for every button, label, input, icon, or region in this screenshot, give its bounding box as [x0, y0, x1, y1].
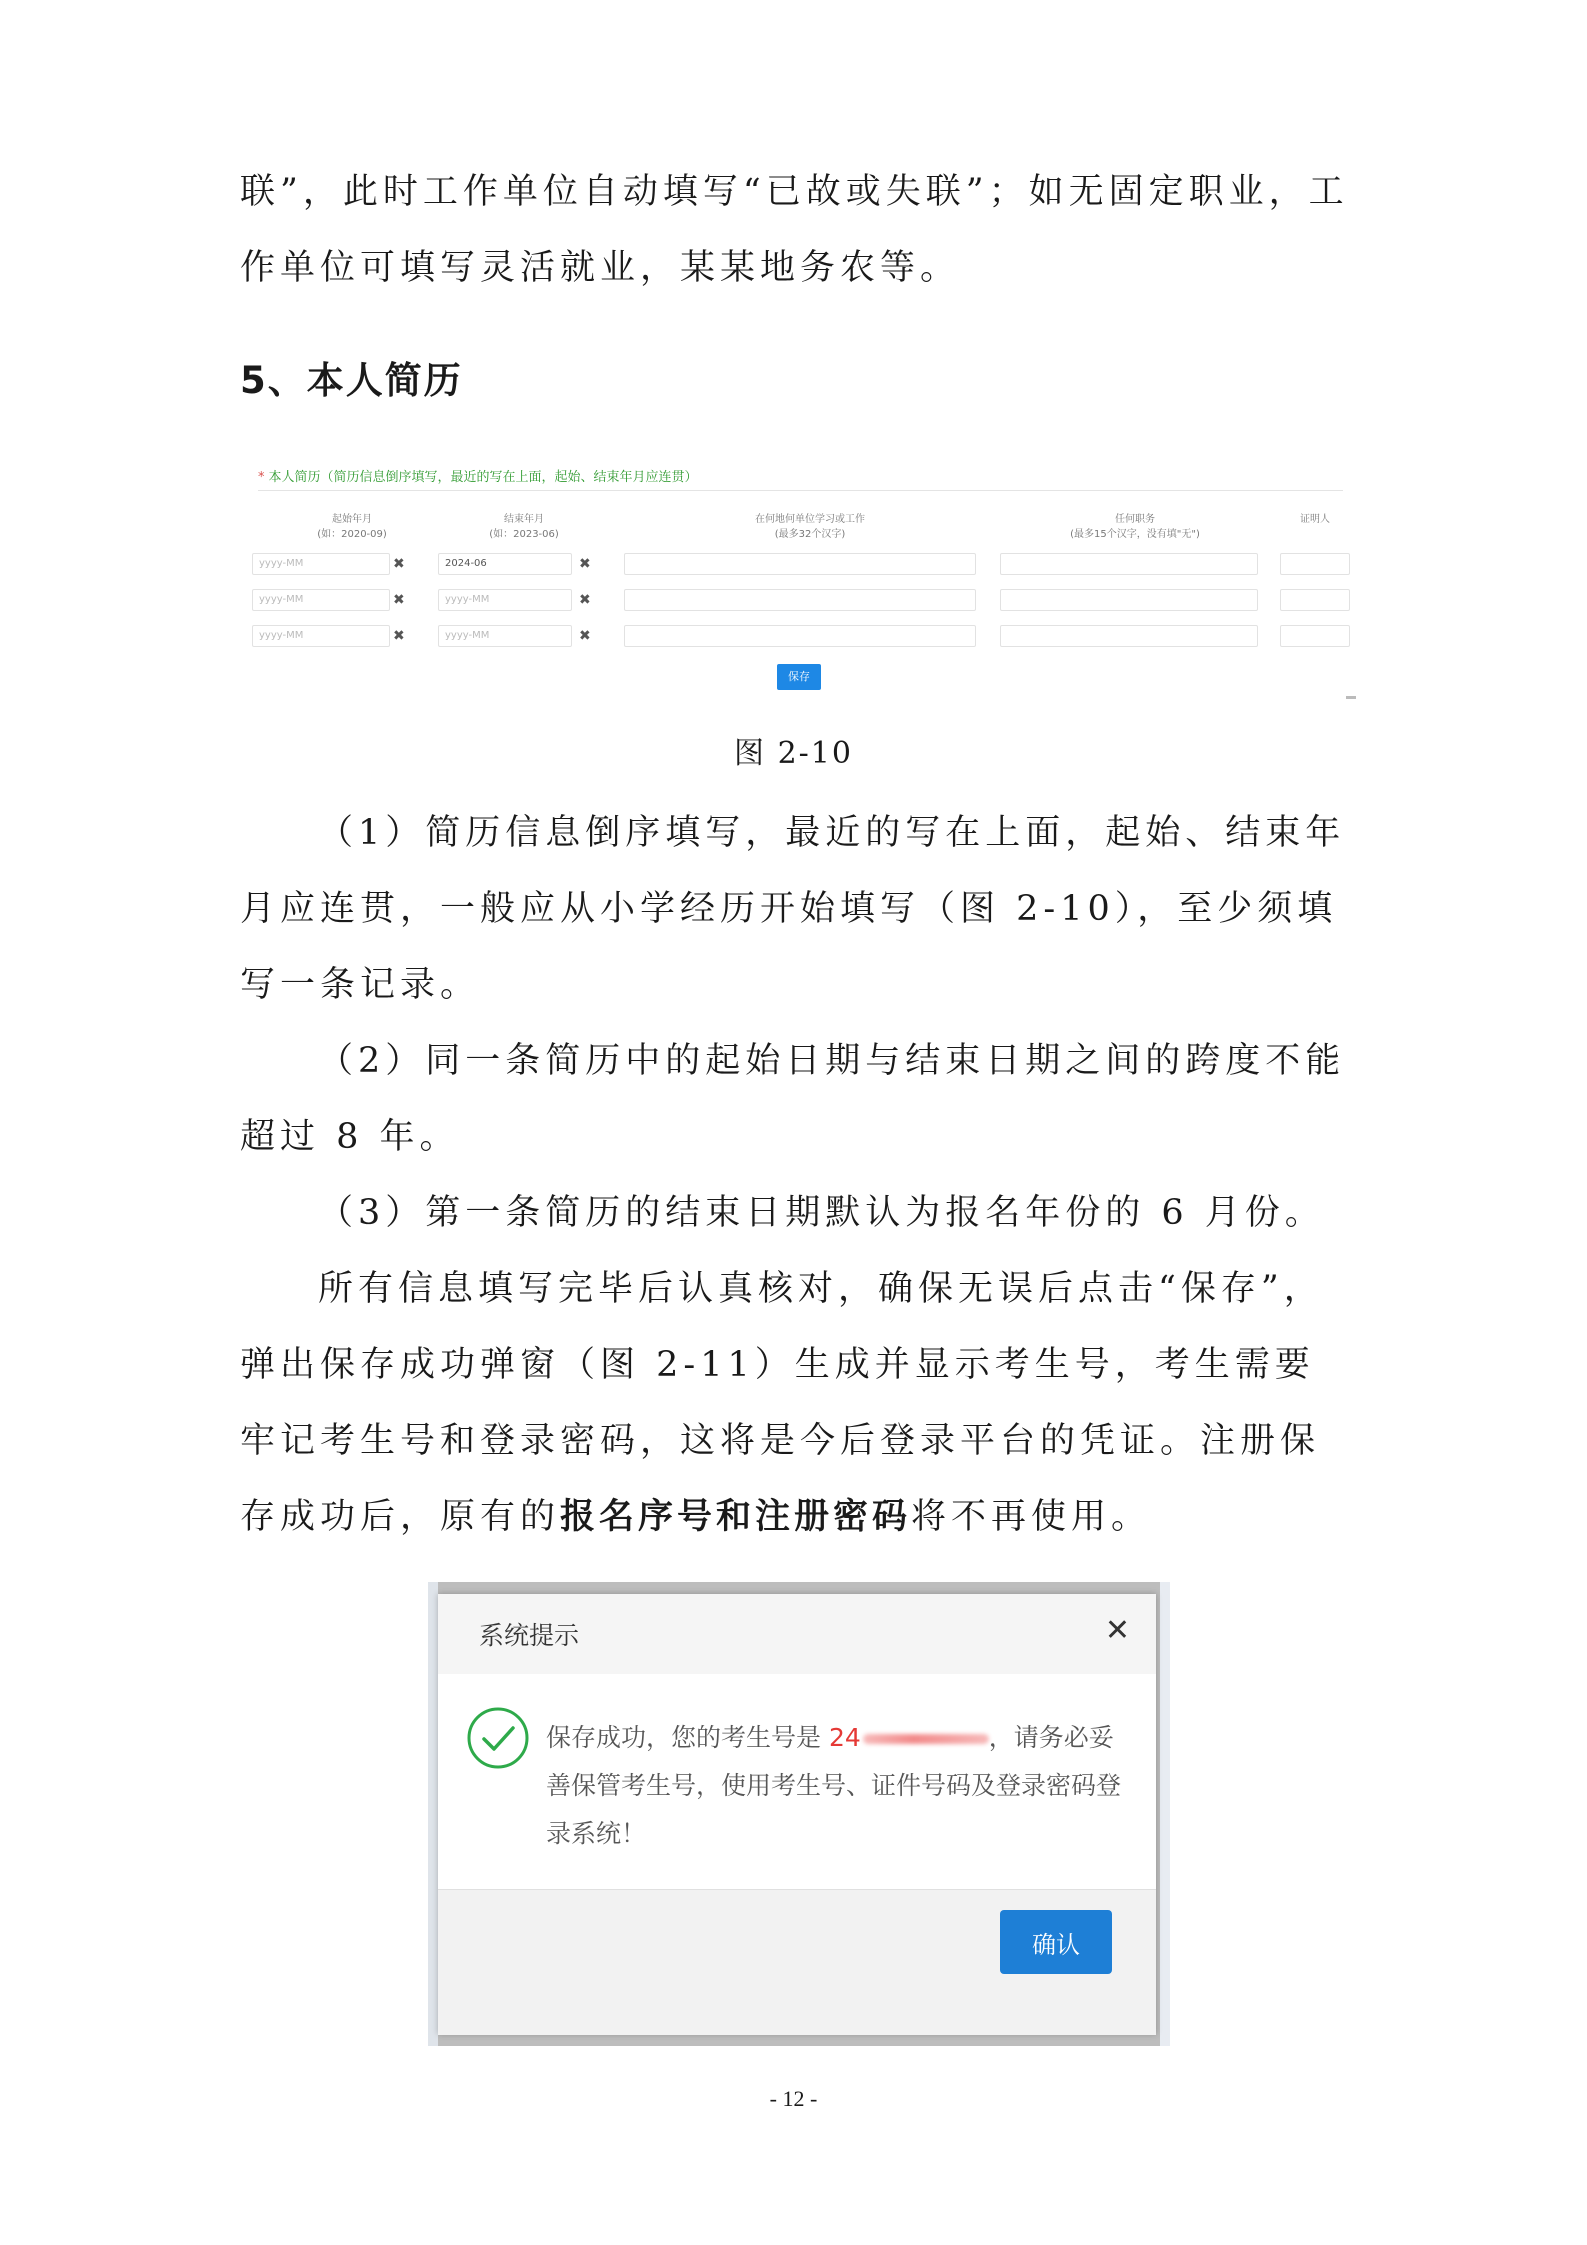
- close-icon[interactable]: ✕: [1104, 1614, 1130, 1647]
- col-place-hint: (最多32个汉字): [774, 529, 846, 540]
- col-header-end: [464, 512, 584, 542]
- end-date-input[interactable]: yyyy-MM: [438, 625, 572, 647]
- required-star: *: [258, 470, 265, 485]
- paragraph-work-unit: 联”，此时工作单位自动填写“已故或失联”；如无固定职业，工作单位可填写灵活就业，某某地务农等。: [240, 172, 1349, 288]
- clear-end-icon[interactable]: ✖: [579, 628, 591, 644]
- clear-end-icon[interactable]: ✖: [579, 556, 591, 572]
- end-date-input[interactable]: 2024-06: [438, 553, 572, 575]
- dialog-title: 系统提示: [479, 1621, 580, 1650]
- message-prefix: 保存成功，您的考生号是: [546, 1723, 829, 1752]
- paragraph-rule-3: （3）第一条简历的结束日期默认为报名年份的 6 月份。: [318, 1193, 1325, 1233]
- col-end-hint: (如：2023-06): [489, 529, 559, 540]
- col-header-start: [292, 512, 412, 542]
- form-title: [258, 466, 698, 485]
- dialog-header: [438, 1594, 1156, 1674]
- dialog-message: [546, 1714, 1126, 1858]
- success-check-icon: [466, 1706, 530, 1770]
- clear-start-icon[interactable]: ✖: [393, 628, 405, 644]
- col-position-label: 任何职务: [1115, 514, 1155, 525]
- col-end-label: 结束年月: [504, 514, 544, 525]
- witness-input[interactable]: [1280, 625, 1350, 647]
- blurred-number: [863, 1734, 989, 1744]
- dialog-footer: [438, 1889, 1156, 2035]
- page-number: - 12 -: [769, 2086, 818, 2111]
- place-input[interactable]: [624, 625, 976, 647]
- scroll-handle[interactable]: [1346, 696, 1356, 699]
- section-heading-resume: 5、本人简历: [240, 359, 463, 402]
- candidate-number: 24: [828, 1723, 861, 1752]
- place-input[interactable]: [624, 553, 976, 575]
- paragraph-final: [240, 1251, 1350, 1555]
- witness-input[interactable]: [1280, 589, 1350, 611]
- background-strip: [428, 1582, 438, 2046]
- background-strip: [1160, 1582, 1170, 2046]
- dialog-body: [438, 1674, 1156, 1889]
- final-text: 所有信息填写完毕后认真核对，确保无误后点击“保存”，弹出保存成功弹窗（图 2-11）生成并显示考生号，考生需要牢记考生号和登录密码，这将是今后登录平台的凭证。注册保存成功后，原有的: [240, 1269, 1324, 1537]
- position-input[interactable]: [1000, 589, 1258, 611]
- final-bold-text: 报名序号和注册密码: [560, 1497, 912, 1537]
- col-witness-label: 证明人: [1300, 514, 1330, 525]
- clear-end-icon[interactable]: ✖: [579, 592, 591, 608]
- success-dialog-figure: [428, 1582, 1170, 2046]
- col-position-hint: (最多15个汉字，没有填"无"): [1070, 529, 1200, 540]
- col-start-label: 起始年月: [332, 514, 372, 525]
- end-date-input[interactable]: yyyy-MM: [438, 589, 572, 611]
- paragraph-rule-1: （1）简历信息倒序填写，最近的写在上面，起始、结束年月应连贯，一般应从小学经历开始填写（图 2-10），至少须填写一条记录。: [240, 813, 1346, 1005]
- witness-input[interactable]: [1280, 553, 1350, 575]
- paragraph-rule-2: （2）同一条简历中的起始日期与结束日期之间的跨度不能超过 8 年。: [240, 1041, 1346, 1157]
- col-start-hint: (如：2020-09): [317, 529, 387, 540]
- final-tail-text: 将不再使用。: [911, 1497, 1152, 1537]
- save-button[interactable]: 保存: [777, 664, 821, 690]
- col-header-place: [630, 512, 990, 542]
- place-input[interactable]: [624, 589, 976, 611]
- start-date-input[interactable]: yyyy-MM: [252, 553, 390, 575]
- clear-start-icon[interactable]: ✖: [393, 592, 405, 608]
- start-date-input[interactable]: yyyy-MM: [252, 589, 390, 611]
- col-place-label: 在何地何单位学习或工作: [755, 514, 865, 525]
- form-divider: [258, 490, 1343, 491]
- position-input[interactable]: [1000, 625, 1258, 647]
- form-title-text: 本人简历（简历信息倒序填写，最近的写在上面，起始、结束年月应连贯）: [268, 470, 698, 485]
- position-input[interactable]: [1000, 553, 1258, 575]
- resume-form-figure: [250, 460, 1350, 705]
- col-header-witness: [1285, 512, 1345, 527]
- start-date-input[interactable]: yyyy-MM: [252, 625, 390, 647]
- clear-start-icon[interactable]: ✖: [393, 556, 405, 572]
- confirm-button[interactable]: 确认: [1000, 1910, 1112, 1974]
- system-dialog: [438, 1594, 1156, 2034]
- figure-caption: 图 2-10: [734, 736, 853, 771]
- col-header-position: [1000, 512, 1270, 542]
- message-suffix: ，请务必妥善保管考生号，使用考生号、证件号码及登录密码登录系统！: [546, 1723, 1122, 1848]
